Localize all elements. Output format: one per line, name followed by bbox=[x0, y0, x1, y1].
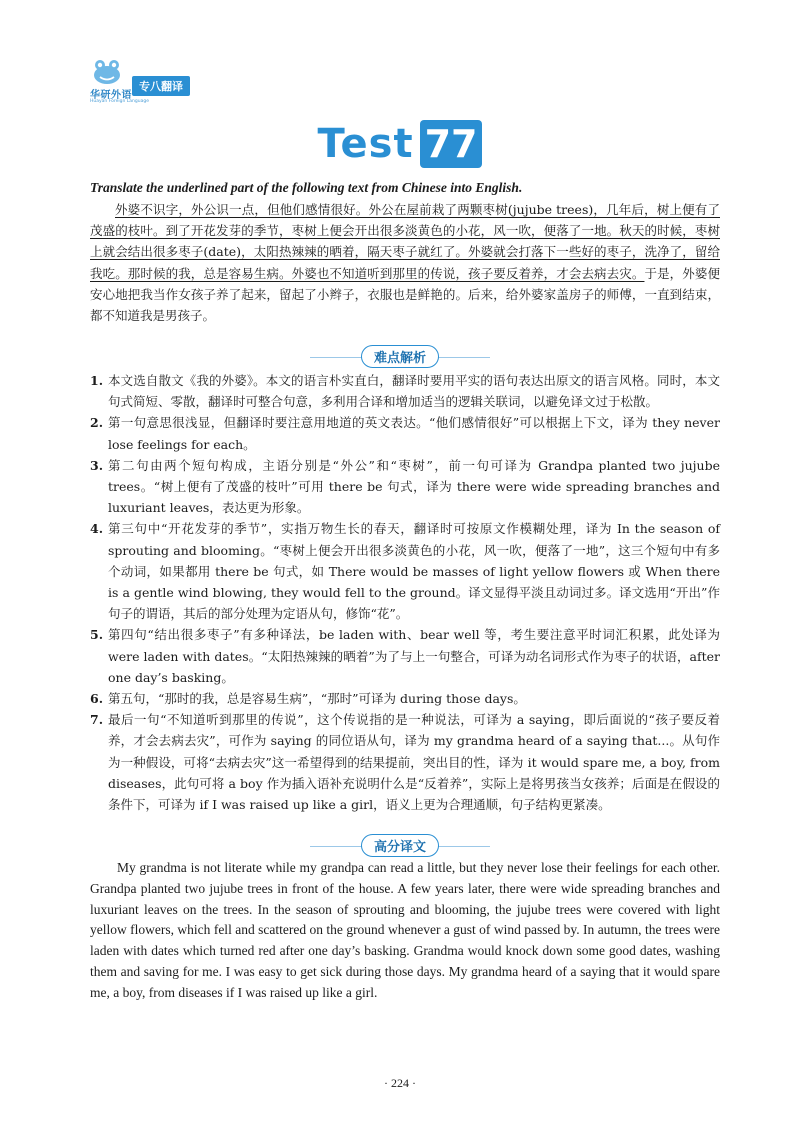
note-number: 5. bbox=[90, 627, 104, 643]
note-number: 2. bbox=[90, 415, 104, 431]
underlined-passage: 外婆不识字，外公识一点，但他们感情很好。外公在屋前栽了两颗枣树(jujube trees)，几年后，树上便有了茂盛的枝叶。到了开花发芽的季节，枣树上便会开出很多淡黄色的小花，风一吹，便落了一地。秋天的时候，枣树上就会结出很多枣子(date)，太阳热辣辣的晒着，隔天枣子就红了。外婆就会打落下一些好的枣子，洗净了，留给我吃。那时候的我，总是容易生病。外婆也不知道听到那里的传说，孩子要反着养，才会去病去灾。 bbox=[90, 202, 720, 281]
notes-list bbox=[90, 370, 720, 815]
note-text: 本文选自散文《我的外婆》。本文的语言朴实直白，翻译时要用平实的语句表达出原文的语言风格。同时，本文句式简短、零散，翻译时可整合句意，多利用合译和增加适当的逻辑关联词，以避免译文过于松散。 bbox=[108, 373, 720, 410]
note-item bbox=[90, 412, 720, 454]
note-text: 第五句，“那时的我，总是容易生病”，“那时”可译为 during those days。 bbox=[108, 691, 526, 707]
logo-subtext: Huayan Foreign Language bbox=[90, 99, 149, 104]
note-item bbox=[90, 709, 720, 815]
note-text: 第四句“结出很多枣子”有多种译法，be laden with、bear well 等，考生要注意平时词汇积累，此处译为 were laden with dates。“太阳热辣辣的晒着”为了与上一句整合，可译为动名词形式作为枣子的状语，after one day’s basking。 bbox=[108, 627, 720, 685]
header bbox=[90, 56, 310, 104]
instruction: Translate the underlined part of the following text from Chinese into English. bbox=[90, 180, 523, 195]
title-number: 77 bbox=[420, 120, 483, 168]
note-item bbox=[90, 455, 720, 519]
note-item bbox=[90, 688, 720, 709]
translation-heading-label: 高分译文 bbox=[361, 834, 439, 857]
note-text: 第二句由两个短句构成，主语分别是“外公”和“枣树”，前一句可译为 Grandpa planted two jujube trees。“树上便有了茂盛的枝叶”可用 there be 句式，译为 there were wide spreading branches and luxuriant leaves，表达更为形象。 bbox=[108, 457, 720, 516]
passage-rest: 于是，外婆便安心地把我当作女孩子养了起来，留起了小辫子，衣服也是鲜艳的。后来，给外婆家盖房子的师傅，一直到结束，都不知道我是男孩子。 bbox=[90, 265, 720, 324]
note-text: 最后一句“不知道听到那里的传说”，这个传说指的是一种说法，可译为 a saying，即后面说的“孩子要反着养，才会去病去灾”，可作为 saying 的同位语从句，译为 my grandma heard of a saying that...。从句作为一种假设，可将“去病去灾”这一希望得到的结果提前，突出目的性，译为 it would spare me, a boy, from diseases，此句可将 a boy 作为插入语补充说明什么是“反着养”，实际上是将男孩当女孩养；后面是在假设的条件下，可译为 if I was raised up like a girl，语义上更为合理通顺，句子结构更紧凑。 bbox=[108, 712, 720, 813]
category-badge: 专八翻译 bbox=[132, 76, 190, 96]
note-number: 3. bbox=[90, 457, 104, 473]
source-passage bbox=[90, 199, 720, 326]
notes-heading bbox=[0, 345, 800, 368]
model-translation: My grandma is not literate while my grandpa can read a little, but they never lose their feelings for each other. Grandpa planted two jujube trees in front of the house. A few years later, there were wide spreading branches and luxuriant leaves on the trees. In the season of sprouting and blooming, the jujube trees were covered with light yellow flowers, which fell and scattered on the ground whenever a gust of wind passed by. In autumn, the trees were laden with dates which turned red after one day’s basking. Grandma would knock down some good dates, washing them and saving for me. I was easy to get sick during those days. My grandma heard of a saying that it would spare me, a boy, from diseases if I was raised up like a girl. bbox=[90, 860, 720, 1000]
logo-text: 华研外语 bbox=[90, 90, 132, 101]
note-text: 第三句中“开花发芽的季节”，实指万物生长的春天，翻译时可按原文作模糊处理，译为 In the season of sprouting and blooming。“枣树上便会开出很多淡黄色的小花，风一吹，便落了一地”，这三个短句中有多个动词，如果都用 there be 句式，如 There would be masses of light yellow flowers 或 When there is a gentle wind blowing, they would fell to the ground。译文显得平淡且动词过多。译文选用“开出”作句子的谓语，其后的部分处理为定语从句，修饰“花”。 bbox=[108, 521, 720, 622]
note-number: 6. bbox=[90, 691, 104, 707]
notes-heading-label: 难点解析 bbox=[361, 345, 439, 368]
note-item bbox=[90, 624, 720, 688]
title-word: Test bbox=[317, 121, 414, 167]
note-item bbox=[90, 370, 720, 412]
translation-heading bbox=[0, 834, 800, 857]
note-item bbox=[90, 518, 720, 624]
note-number: 1. bbox=[90, 373, 104, 388]
note-text: 第一句意思很浅显，但翻译时要注意用地道的英文表达。“他们感情很好”可以根据上下文，译为 they never lose feelings for each。 bbox=[108, 415, 720, 452]
page-number: · 224 · bbox=[384, 1076, 416, 1090]
note-number: 4. bbox=[90, 521, 104, 537]
frog-logo-icon bbox=[90, 56, 124, 86]
note-number: 7. bbox=[90, 712, 104, 728]
page-title bbox=[0, 120, 800, 172]
